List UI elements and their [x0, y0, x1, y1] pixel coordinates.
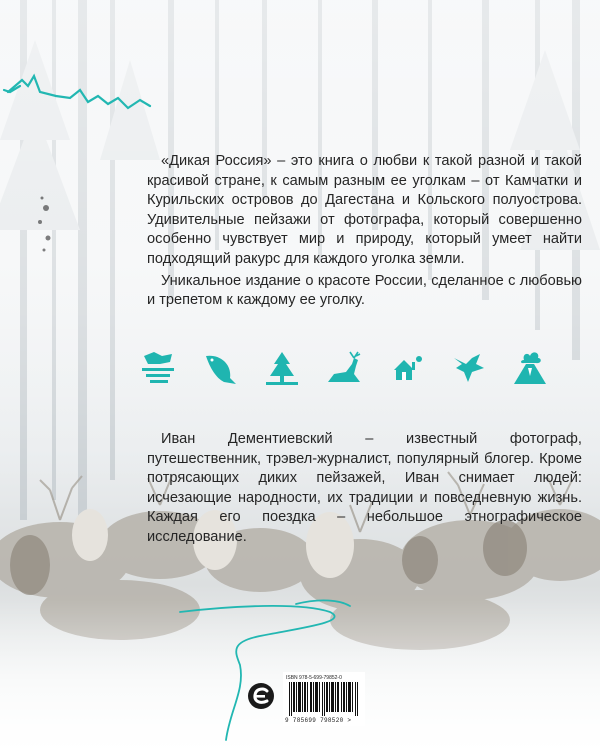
volcano-icon	[512, 350, 548, 386]
barcode-number: 9 785699 798520 >	[285, 717, 352, 724]
description-paragraph-1: «Дикая Россия» – это книга о любви к такой разной и такой красивой стране, к самым разным ее уголкам – от Камчатки и Курильских островов до Дагестана и Кольского полуострова. Удивительные пейзажи от фотографа, который совершенно особенно чувствует мир и природу, который умеет найти подходящий ракурс для каждого уголка земли.	[147, 153, 582, 267]
forest-icon	[264, 350, 300, 386]
description-paragraph-2: Уникальное издание о красоте России, сделанное с любовью и трепетом к каждому ее уголку.	[147, 272, 582, 309]
publisher-logo	[247, 682, 275, 710]
deer-icon	[326, 350, 362, 386]
author-bio-text: Иван Дементиевский – известный фотограф, путешественник, трэвел-журналист, популярный блогер. Кроме потрясающих диких пейзажей, Иван снимает людей: исчезающие народности, их традиции и повседневную жизнь. Каждая его поездка – небольшое этнографическое исследование.	[147, 431, 582, 545]
description-text	[147, 152, 582, 311]
barcode-bars	[287, 682, 361, 716]
isbn-text: ISBN 978-5-699-79852-0	[286, 675, 342, 681]
fish-icon	[202, 350, 238, 386]
barcode	[283, 672, 365, 726]
theme-icons-row	[140, 350, 580, 390]
eagle-icon	[450, 350, 486, 386]
lake-icon	[140, 350, 176, 386]
island-icon	[388, 350, 424, 386]
author-bio	[147, 430, 582, 548]
